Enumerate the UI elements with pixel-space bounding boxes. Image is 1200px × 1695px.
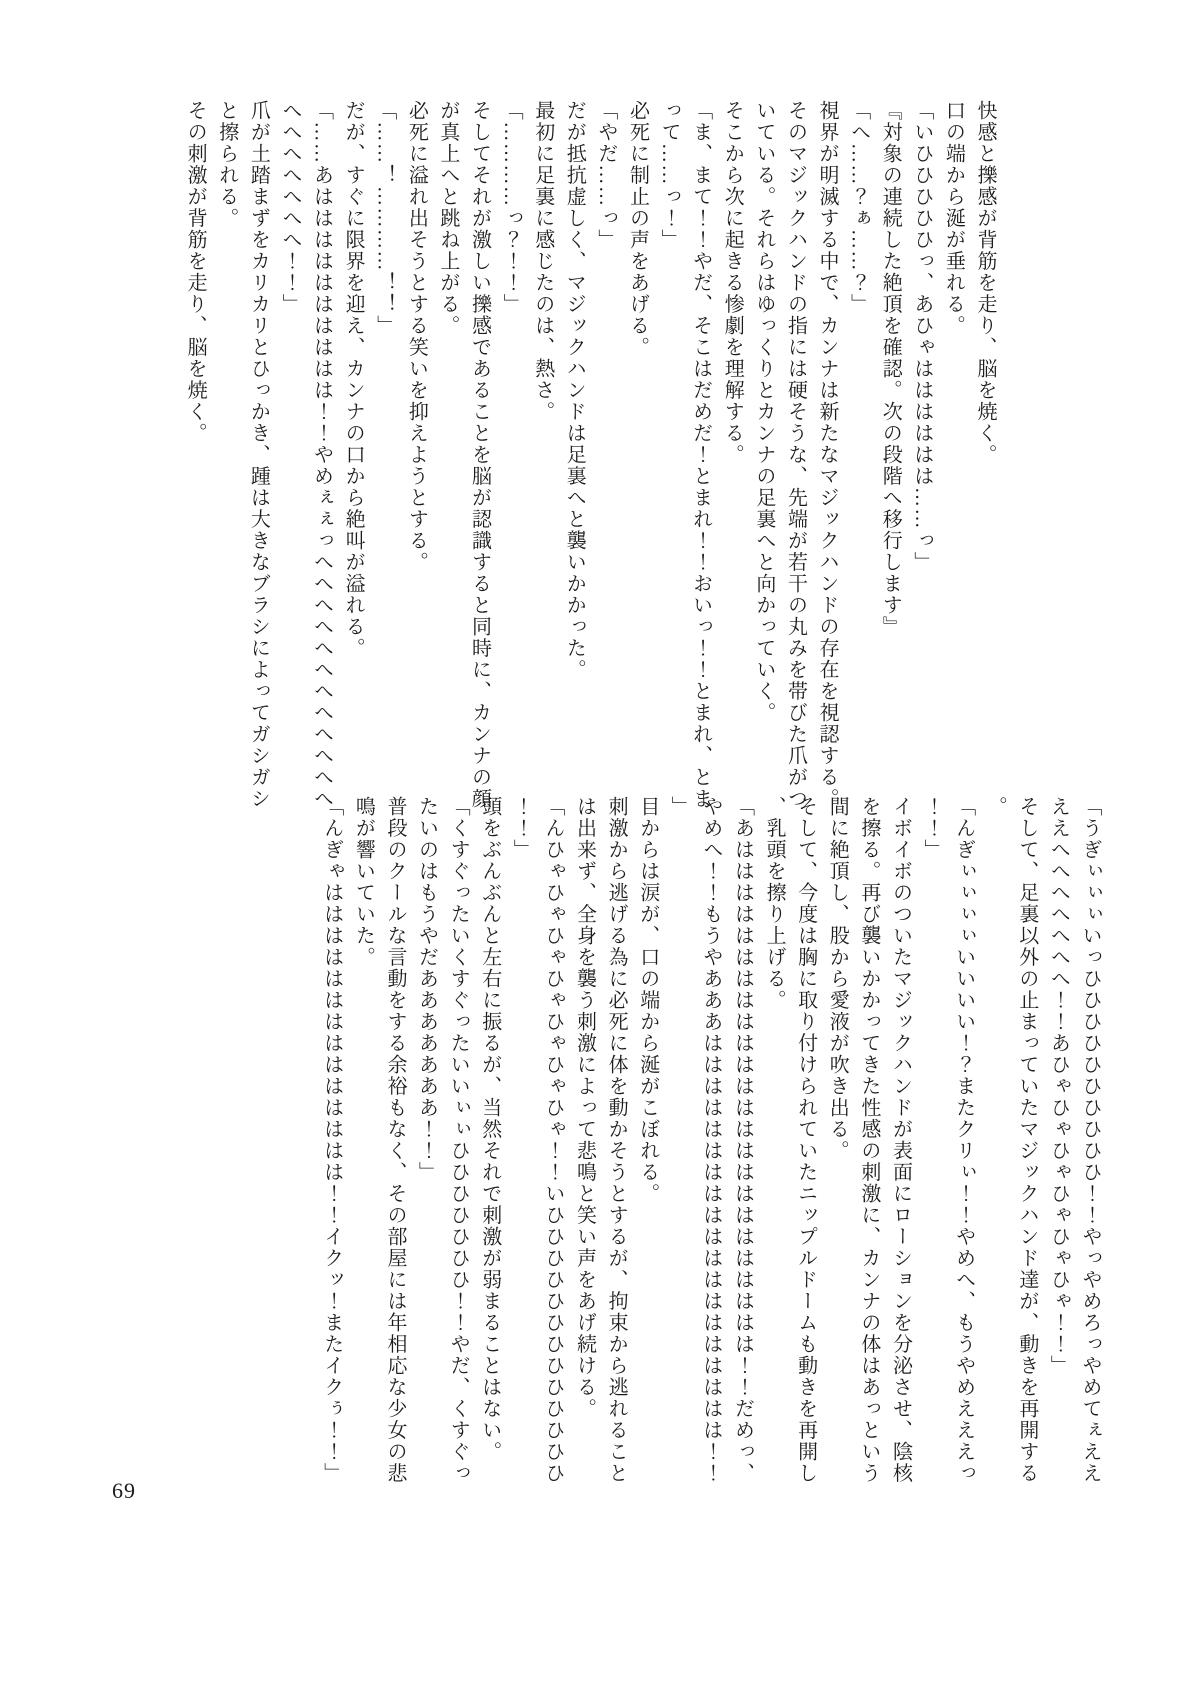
paragraph: 必死に溢れ出そうとする笑いを抑えようとする。 xyxy=(405,100,428,573)
paragraph: 爪が土踏まずをカリカリとひっかき、踵は大きなブラシによってガシガシと擦られる。 xyxy=(215,100,270,810)
paragraph: そしてそれが激しい擽感であることを脳が認識すると同時に、カンナの顔が真上へと跳ね上がる。 xyxy=(436,100,491,810)
paragraph: 「へ……？ぁ……？」 xyxy=(847,100,870,315)
paragraph: その刺激が背筋を走り、脳を焼く。 xyxy=(184,100,207,444)
paragraph: 目からは涙が、口の端から涎がこぼれる。 xyxy=(636,796,659,1205)
paragraph: 「いひひひひひっ、あひゃはははははは……っ」 xyxy=(910,100,933,573)
paragraph: 「ま、まて！！やだ、そこはだめだ！とまれ！！おいっ！！とまれ、とまって……っ！」 xyxy=(658,100,712,810)
paragraph: 「んひゃひゃひゃひゃひゃひゃひゃ！！いひひひひひひひひひひひひひ！！」 xyxy=(510,796,564,1484)
paragraph: 「…………っ？！！」 xyxy=(500,100,523,315)
paragraph: 快感と擽感が背筋を走り、脳を焼く。 xyxy=(974,100,996,466)
page-number: 69 xyxy=(112,1478,136,1503)
paragraph: 『対象の連続した絶頂を確認。次の段階へ移行します』 xyxy=(879,100,902,638)
paragraph: そして、足裏以外の止まっていたマジックハンド達が、動きを再開する。 xyxy=(984,796,1038,1484)
paragraph: 口の端から涎が垂れる。 xyxy=(942,100,965,337)
paragraph: 刺激から逃げる為に必死に体を動かそうとするが、拘束から逃れることは出来ず、全身を襲う刺激によって悲鳴と笑い声をあげ続ける。 xyxy=(573,796,628,1484)
top-text-block xyxy=(179,100,1000,812)
paragraph: 普段のクールな言動をする余裕もなく、その部屋には年相応な少女の悲鳴が響いていた。 xyxy=(352,796,406,1484)
paragraph: 「くすぐったいくすぐったいいぃぃひひひひひひひ！！やだ、くすぐったいのはもうやだあああああああ！！」 xyxy=(415,796,470,1484)
paragraph: 頭をぶんぶんと左右に振るが、当然それで刺激が弱まることはない。 xyxy=(478,796,501,1463)
paragraph: 「やだ……っ」 xyxy=(594,100,617,251)
paragraph: 「……！…………！！」 xyxy=(373,100,396,337)
paragraph: 「んぎぃぃぃぃいいいい！？またクリぃ！！やめへ、もうやめえええっ！！」 xyxy=(921,796,975,1484)
bottom-text-block xyxy=(315,796,1105,1486)
paragraph: そこから次に起きる惨劇を理解する。 xyxy=(721,100,744,466)
paragraph: そして、今度は胸に取り付けられていたニップルドームも動きを再開し、乳頭を擦り上げる。 xyxy=(763,796,817,1484)
paragraph: 最初に足裏に感じたのは、熱さ。 xyxy=(531,100,554,423)
paragraph: だが抵抗虚しく、マジックハンドは足裏へと襲いかかった。 xyxy=(563,100,586,681)
paragraph: イボイボのついたマジックハンドが表面にローションを分泌させ、陰核を擦る。再び襲いかかってきた性感の刺激に、カンナの体はあっという間に絶頂し、股から愛液が吹き出る。 xyxy=(826,796,912,1484)
paragraph: 「あはははははははははははははははははははははははは！！だめっ、やめへ！！もうやあああははははははははははははははははははは！！」 xyxy=(668,796,754,1484)
paragraph: 「……あはははははははははは！！やめぇぇっへへへへへへへへへへへへへへへへへへへ！！」 xyxy=(278,100,333,810)
paragraph: 「んぎゃはははははははははははははは！！イクッ！またイクぅ！！」 xyxy=(320,796,343,1484)
paragraph: そのマジックハンドの指には硬そうな、先端が若干の丸みを帯びた爪がついている。それらはゆっくりとカンナの足裏へと向かっていく。 xyxy=(752,100,807,810)
paragraph: 必死に制止の声をあげる。 xyxy=(626,100,649,358)
paragraph: 視界が明滅する中で、カンナは新たなマジックハンドの存在を視認する。 xyxy=(816,100,839,810)
paragraph: 「うぎぃぃぃいっひひひひひひひひひひ！！やっやめろっやめてぇええええへへへへへへへ！！あひゃひゃひゃひゃひゃひゃ！！」 xyxy=(1047,796,1101,1484)
paragraph: だが、すぐに限界を迎え、カンナの口から絶叫が溢れる。 xyxy=(342,100,365,659)
